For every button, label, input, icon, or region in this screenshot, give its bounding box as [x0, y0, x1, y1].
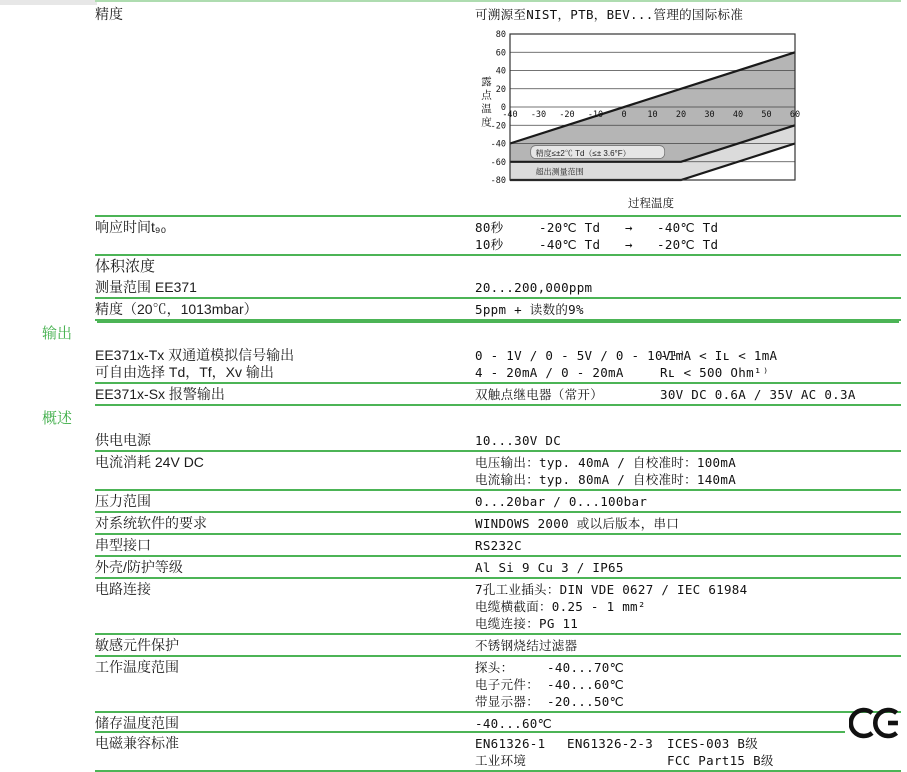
- row-value: 0 - 1V / 0 - 5V / 0 - 10V¹⁾-1mA < Iʟ < 1mA: [475, 348, 778, 363]
- row-label: 敏感元件保护: [95, 637, 179, 653]
- accuracy-chart: [95, 24, 901, 217]
- svg-text:80: 80: [495, 30, 506, 40]
- row-housing-protection: [95, 557, 901, 579]
- row-label: 精度: [95, 6, 123, 22]
- svg-text:精度≤±2℃ Td（≤± 3.6°F）: 精度≤±2℃ Td（≤± 3.6°F）: [535, 149, 631, 159]
- row-label: 储存温度范围: [95, 715, 179, 731]
- arrow-right-icon: →: [625, 220, 633, 235]
- row-value: 电流输出：typ. 80mA / 自校准时：140mA: [475, 472, 737, 487]
- row-ppm-accuracy: [95, 299, 901, 321]
- row-value: 可溯源至NIST，PTB，BEV...管理的国际标准: [475, 7, 744, 22]
- svg-text:-60: -60: [490, 157, 506, 168]
- svg-text:0: 0: [500, 103, 506, 113]
- svg-text:40: 40: [732, 110, 744, 120]
- row-value: 带显示器： -20...50℃: [475, 694, 624, 709]
- row-accuracy-header: [95, 0, 901, 24]
- svg-text:40: 40: [495, 66, 506, 77]
- row-power-supply: [95, 430, 901, 452]
- svg-text:-20: -20: [490, 121, 506, 132]
- row-current-consumption: [95, 452, 901, 491]
- svg-text:20: 20: [675, 110, 687, 120]
- svg-text:-40: -40: [502, 110, 518, 120]
- row-value: 探头： -40...70℃: [475, 660, 624, 675]
- row-label: 供电电源: [95, 432, 151, 448]
- accuracy-chart-svg: [455, 26, 805, 198]
- row-value: 10...30V DC: [475, 433, 562, 448]
- row-value: 不锈钢烧结过滤器: [475, 638, 578, 653]
- row-value: 双触点继电器（常开） 30V DC 0.6A / 35V AC 0.3A: [475, 387, 856, 402]
- row-value: 电缆横截面：0.25 - 1 mm²: [475, 599, 646, 614]
- svg-text:超出测量范围: 超出测量范围: [535, 167, 584, 177]
- row-measuring-range: [95, 277, 901, 299]
- row-value: 5ppm + 读数的9%: [475, 302, 584, 317]
- row-value: WINDOWS 2000 或以后版本，串口: [475, 516, 680, 531]
- arrow-right-icon: →: [625, 237, 633, 252]
- section-label-general: 概述: [42, 410, 73, 427]
- svg-text:20: 20: [495, 84, 506, 95]
- svg-text:-30: -30: [530, 110, 547, 120]
- row-label: EE371x-Tx 双通道模拟信号输出 可自由选择 Td，Tf，Xv 输出: [95, 347, 295, 380]
- row-label: 对系统软件的要求: [95, 515, 207, 531]
- row-serial-interface: [95, 535, 901, 557]
- svg-text:-10: -10: [587, 110, 604, 120]
- row-value: 10秒 -40℃ Td → -20℃ Td: [475, 237, 719, 252]
- row-value: 电压输出：typ. 40mA / 自校准时：100mA: [475, 455, 737, 470]
- chart-x-axis-label: 过程温度: [628, 198, 674, 210]
- row-label: 外壳/防护等级: [95, 559, 183, 575]
- svg-text:30: 30: [704, 110, 715, 120]
- row-storage-temperature: [95, 713, 901, 733]
- row-analog-output: [95, 345, 901, 384]
- spec-table: [42, 0, 901, 772]
- row-sensor-protection: [95, 635, 901, 657]
- svg-text:10: 10: [647, 110, 658, 120]
- top-left-strip: [0, 0, 97, 5]
- row-value: EN61326-1 EN61326-2-3 ICES-003 B级: [475, 736, 759, 751]
- row-value: 7孔工业插头：DIN VDE 0627 / IEC 61984: [475, 582, 748, 597]
- row-value: 电缆连接：PG 11: [475, 616, 579, 631]
- row-value: 4 - 20mA / 0 - 20mA Rʟ < 500 Ohm¹⁾: [475, 365, 770, 380]
- accuracy-chart-wrap: [455, 26, 815, 215]
- svg-text:60: 60: [789, 110, 801, 120]
- svg-text:50: 50: [761, 110, 772, 120]
- row-label: 压力范围: [95, 493, 151, 509]
- ce-mark-icon: [849, 701, 901, 745]
- row-value: 电子元件： -40...60℃: [475, 677, 624, 692]
- row-value: 0...20bar / 0...100bar: [475, 494, 648, 509]
- row-working-temperature: [95, 657, 901, 713]
- row-label: 电流消耗 24V DC: [95, 454, 204, 470]
- row-label: 测量范围 EE371: [95, 279, 197, 295]
- row-value: 80秒 -20℃ Td → -40℃ Td: [475, 220, 719, 235]
- svg-text:0: 0: [621, 110, 627, 120]
- row-electrical-connection: [95, 579, 901, 635]
- svg-text:-80: -80: [490, 176, 506, 186]
- row-volume-concentration-header: [95, 256, 901, 277]
- svg-text:60: 60: [495, 48, 506, 59]
- row-label: 电路连接: [95, 581, 151, 597]
- row-value: RS232C: [475, 538, 522, 553]
- section-label-output: 输出: [42, 325, 73, 342]
- row-value: 20...200,000ppm: [475, 280, 593, 295]
- row-response-time: [95, 217, 901, 256]
- row-label: 精度（20℃，1013mbar）: [95, 301, 258, 317]
- row-label: 电磁兼容标准: [95, 735, 179, 751]
- row-pressure-range: [95, 491, 901, 513]
- svg-text:-20: -20: [559, 110, 575, 120]
- chart-y-axis-label: 露点温度: [480, 76, 492, 130]
- row-value: 工业环境 FCC Part15 B级: [475, 753, 774, 768]
- row-emc-standards: [95, 733, 901, 772]
- row-label: 响应时间t₉₀: [95, 219, 167, 235]
- subsection-title: 体积浓度: [95, 258, 156, 275]
- row-value: Al Si 9 Cu 3 / IP65: [475, 560, 624, 575]
- row-label: EE371x-Sx 报警输出: [95, 386, 225, 402]
- row-label: 工作温度范围: [95, 659, 179, 675]
- row-value: -40...60℃: [475, 716, 552, 731]
- row-software-requirements: [95, 513, 901, 535]
- row-alarm-output: [95, 384, 901, 406]
- svg-text:-40: -40: [490, 139, 506, 150]
- row-label: 串型接口: [95, 537, 151, 553]
